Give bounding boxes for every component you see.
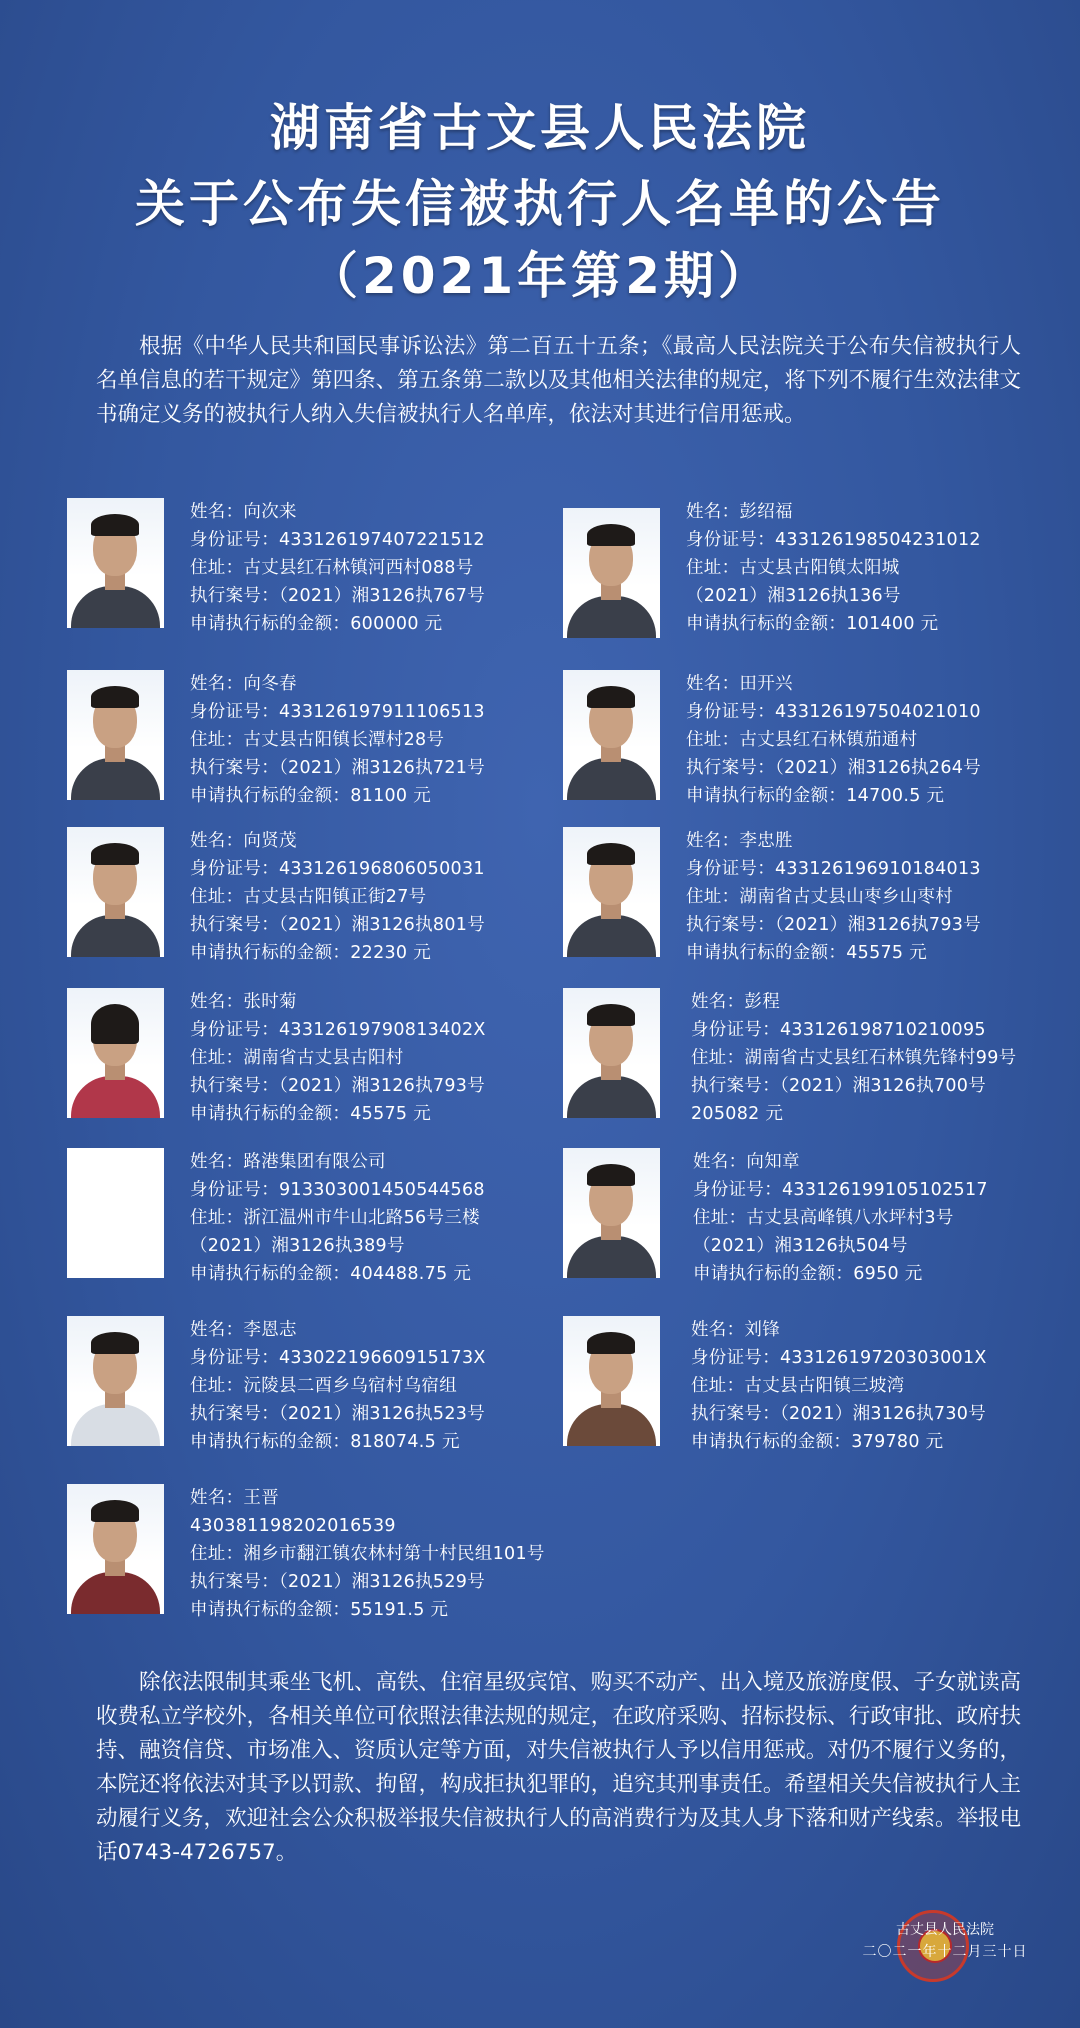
entry-name: 姓名：彭绍福 — [686, 502, 793, 522]
entry-name: 姓名：李恩志 — [190, 1320, 297, 1340]
person-photo — [563, 827, 660, 957]
entry-amount: 申请执行标的金额：22230 元 — [190, 943, 432, 963]
entry-name: 姓名：王晋 — [190, 1488, 279, 1508]
entry-amount: 申请执行标的金额：379780 元 — [691, 1432, 944, 1452]
entry-amount: 205082 元 — [691, 1104, 784, 1124]
entry-case: 执行案号：（2021）湘3126执523号 — [190, 1404, 486, 1424]
entry-card — [563, 498, 1063, 648]
entry-info — [190, 670, 485, 810]
entry-name: 姓名：向次来 — [190, 502, 297, 522]
entry-name: 姓名：刘锋 — [691, 1320, 780, 1340]
entry-id: 身份证号：433126198504231012 — [686, 530, 981, 550]
signature-court: 古丈县人民法院 — [896, 1922, 994, 1938]
entry-card — [563, 1148, 1063, 1298]
person-photo — [67, 670, 164, 800]
entry-amount: 申请执行标的金额：55191.5 元 — [190, 1600, 449, 1620]
signature-date: 二〇二一年十二月三十日 — [862, 1944, 1028, 1960]
person-photo — [67, 498, 164, 628]
entry-name: 姓名：向冬春 — [190, 674, 297, 694]
entry-card — [563, 670, 1063, 820]
entry-card — [563, 827, 1063, 977]
entry-address: 住址：古丈县古阳镇正街27号 — [190, 887, 427, 907]
entry-address: 住址：古丈县古阳镇三坡湾 — [691, 1376, 905, 1396]
entry-case: 执行案号：（2021）湘3126执767号 — [190, 586, 486, 606]
entry-amount: 申请执行标的金额：600000 元 — [190, 614, 443, 634]
entry-id: 身份证号：433126196910184013 — [686, 859, 981, 879]
entry-case: 执行案号：（2021）湘3126执793号 — [190, 1076, 486, 1096]
entry-amount: 申请执行标的金额：6950 元 — [693, 1264, 923, 1284]
entry-info — [190, 1484, 545, 1624]
entry-address: 住址：湖南省古丈县山枣乡山枣村 — [686, 887, 953, 907]
entry-id: 身份证号：433126199105102517 — [693, 1180, 988, 1200]
entry-case: 执行案号：（2021）湘3126执801号 — [190, 915, 486, 935]
entry-name: 姓名：张时菊 — [190, 992, 297, 1012]
person-photo — [563, 508, 660, 638]
entry-amount: 申请执行标的金额：101400 元 — [686, 614, 939, 634]
entry-info — [190, 1316, 486, 1456]
person-photo — [67, 988, 164, 1118]
entry-case: （2021）湘3126执389号 — [190, 1236, 405, 1256]
entry-address: 住址：沅陵县二酉乡乌宿村乌宿组 — [190, 1376, 457, 1396]
entry-card — [67, 1316, 567, 1466]
entry-case: 执行案号：（2021）湘3126执529号 — [190, 1572, 486, 1592]
entry-case: 执行案号：（2021）湘3126执721号 — [190, 758, 486, 778]
entry-address: 住址：古丈县高峰镇八水坪村3号 — [693, 1208, 954, 1228]
person-photo — [67, 1484, 164, 1614]
entry-address: 住址：古丈县红石林镇茄通村 — [686, 730, 918, 750]
person-photo — [563, 1316, 660, 1446]
entry-amount: 申请执行标的金额：45575 元 — [190, 1104, 432, 1124]
entry-amount: 申请执行标的金额：404488.75 元 — [190, 1264, 472, 1284]
entry-amount: 申请执行标的金额：45575 元 — [686, 943, 928, 963]
entry-id: 身份证号：43312619790813402X — [190, 1020, 486, 1040]
entry-info — [190, 498, 485, 638]
blank-photo — [67, 1148, 164, 1278]
entry-id: 身份证号：433126197911106513 — [190, 702, 485, 722]
entry-info — [190, 1148, 485, 1288]
entry-card — [67, 988, 567, 1138]
entry-address: 住址：湖南省古丈县红石林镇先锋村99号 — [691, 1048, 1017, 1068]
closing-paragraph: 除依法限制其乘坐飞机、高铁、住宿星级宾馆、购买不动产、出入境及旅游度假、子女就读高收费私立学校外，各相关单位可依照法律法规的规定，在政府采购、招标投标、行政审批、政府扶持、融资信贷、市场准入、资质认定等方面，对失信被执行人予以信用惩戒。对仍不履行义务的，本院还将依法对其予以罚款、拘留，构成拒执犯罪的，追究其刑事责任。希望相关失信被执行人主动履行义务，欢迎社会公众积极举报失信被执行人的高消费行为及其人身下落和财产线索。举报电话0743-4726757。 — [96, 1670, 1021, 1865]
entry-address: 住址：古丈县红石林镇河西村088号 — [190, 558, 474, 578]
entry-name: 姓名：向知章 — [693, 1152, 800, 1172]
entry-id: 430381198202016539 — [190, 1516, 396, 1536]
entry-info — [190, 827, 485, 967]
entry-name: 姓名：田开兴 — [686, 674, 793, 694]
entry-amount: 申请执行标的金额：818074.5 元 — [190, 1432, 460, 1452]
person-photo — [563, 988, 660, 1118]
entry-card — [67, 498, 567, 648]
person-photo — [563, 670, 660, 800]
entry-card — [67, 827, 567, 977]
entry-card — [67, 1148, 567, 1298]
entry-info — [686, 670, 981, 810]
title-line-2: 关于公布失信被执行人名单的公告 — [135, 175, 945, 233]
entry-info — [686, 827, 981, 967]
title-line-1: 湖南省古文县人民法院 — [270, 99, 810, 157]
entry-card — [563, 1316, 1063, 1466]
entry-case: 执行案号：（2021）湘3126执700号 — [691, 1076, 987, 1096]
person-photo — [67, 1316, 164, 1446]
entry-name: 姓名：路港集团有限公司 — [190, 1152, 386, 1172]
entry-id: 身份证号：433126197407221512 — [190, 530, 485, 550]
entry-name: 姓名：彭程 — [691, 992, 780, 1012]
entry-id: 身份证号：43312619720303001X — [691, 1348, 987, 1368]
person-photo — [563, 1148, 660, 1278]
entry-id: 身份证号：433126196806050031 — [190, 859, 485, 879]
entry-info — [691, 1316, 987, 1456]
entry-case: 执行案号：（2021）湘3126执264号 — [686, 758, 982, 778]
intro-paragraph: 根据《中华人民共和国民事诉讼法》第二百五十五条；《最高人民法院关于公布失信被执行人名单信息的若干规定》第四条、第五条第二款以及其他相关法律的规定，将下列不履行生效法律文书确定义务的被执行人纳入失信被执行人名单库，依法对其进行信用惩戒。 — [96, 334, 1021, 427]
entry-info — [693, 1148, 988, 1288]
entry-card — [67, 1484, 627, 1634]
entry-amount: 申请执行标的金额：81100 元 — [190, 786, 432, 806]
entry-info — [190, 988, 486, 1128]
entry-address: 住址：古丈县古阳镇太阳城 — [686, 558, 900, 578]
entry-address: 住址：湖南省古丈县古阳村 — [190, 1048, 404, 1068]
entry-id: 身份证号：433126198710210095 — [691, 1020, 986, 1040]
person-photo — [67, 827, 164, 957]
title-line-3: （2021年第2期） — [308, 247, 772, 305]
entry-case: （2021）湘3126执504号 — [693, 1236, 908, 1256]
entry-id: 身份证号：433126197504021010 — [686, 702, 981, 722]
entry-info — [686, 498, 981, 638]
entry-address: 住址：浙江温州市牛山北路56号三楼 — [190, 1208, 480, 1228]
entry-amount: 申请执行标的金额：14700.5 元 — [686, 786, 945, 806]
entry-card — [563, 988, 1063, 1138]
entry-name: 姓名：向贤茂 — [190, 831, 297, 851]
entry-id: 身份证号：43302219660915173X — [190, 1348, 486, 1368]
entry-info — [691, 988, 1016, 1128]
entry-card — [67, 670, 567, 820]
entry-case: 执行案号：（2021）湘3126执730号 — [691, 1404, 987, 1424]
entry-address: 住址：湘乡市翻江镇农林村第十村民组101号 — [190, 1544, 545, 1564]
entry-case: （2021）湘3126执136号 — [686, 586, 901, 606]
entry-id: 身份证号：913303001450544568 — [190, 1180, 485, 1200]
entry-case: 执行案号：（2021）湘3126执793号 — [686, 915, 982, 935]
entry-name: 姓名：李忠胜 — [686, 831, 793, 851]
entry-address: 住址：古丈县古阳镇长潭村28号 — [190, 730, 445, 750]
